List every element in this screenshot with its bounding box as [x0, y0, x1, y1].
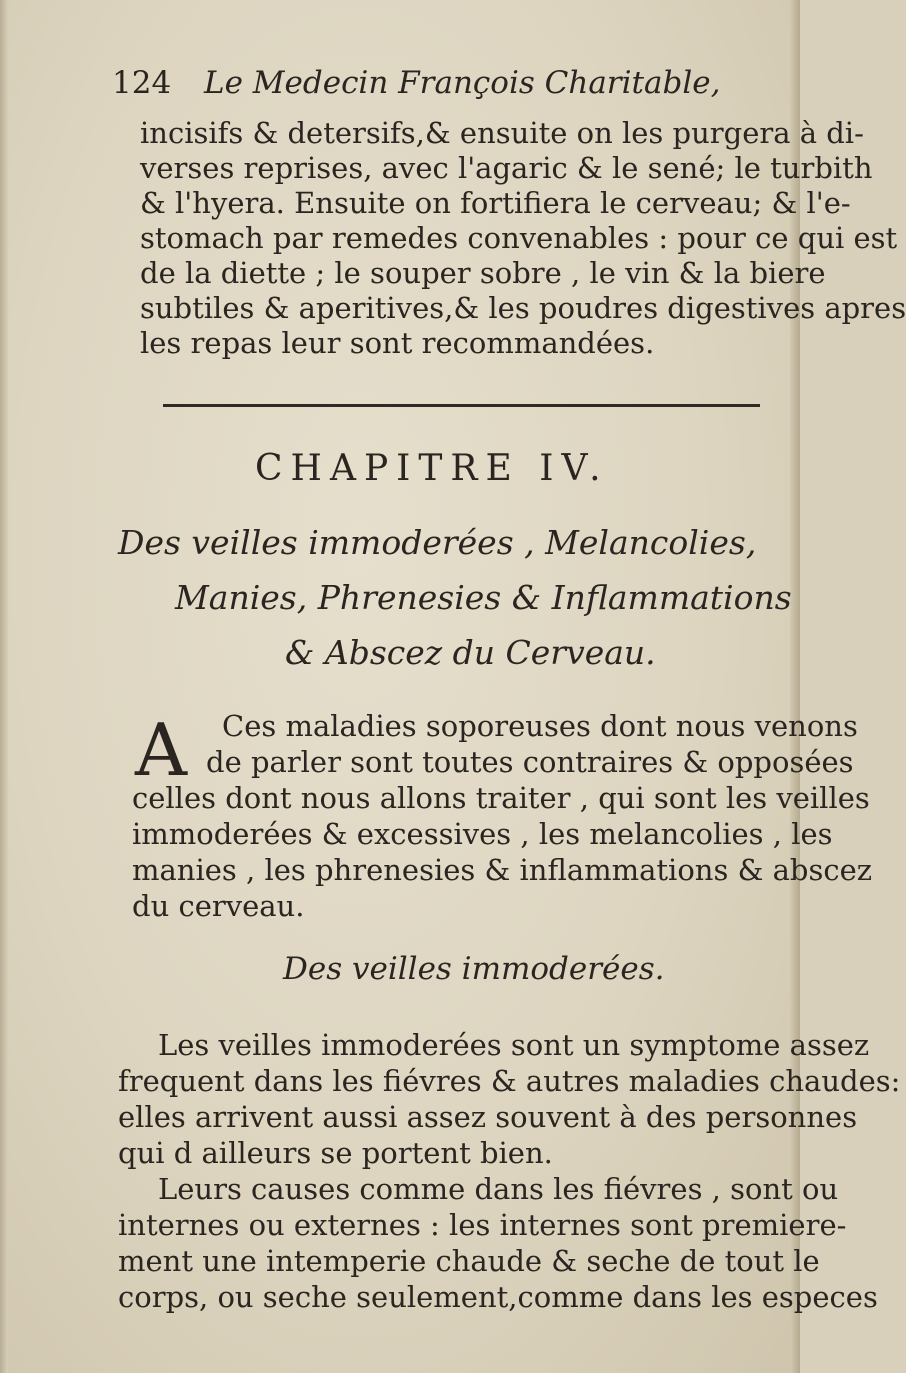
- text-line: qui d ailleurs se portent bien.: [118, 1136, 553, 1170]
- section-title: Des veilles immoderées.: [283, 951, 665, 987]
- chapter-subtitle-line: Manies, Phrenesies & Inflammations: [175, 578, 792, 617]
- text-line: subtiles & aperitives,& les poudres digestives apres: [140, 291, 906, 325]
- text-line: immoderées & excessives , les melancolies , les: [132, 817, 833, 851]
- text-line: Leurs causes comme dans les fiévres , sont ou: [158, 1172, 839, 1206]
- text-line: incisifs & detersifs,& ensuite on les purgera à di-: [140, 116, 864, 150]
- drop-cap: A: [135, 708, 187, 792]
- running-header: [112, 66, 720, 100]
- chapter-subtitle-line: & Abscez du Cerveau.: [285, 633, 656, 672]
- text-line: corps, ou seche seulement,comme dans les especes: [118, 1280, 878, 1314]
- page-number: 124: [112, 65, 172, 101]
- text-line: ment une intemperie chaude & seche de tout le: [118, 1244, 820, 1278]
- text-line: celles dont nous allons traiter , qui sont les veilles: [132, 781, 870, 815]
- text-line: de la diette ; le souper sobre , le vin & la biere: [140, 256, 826, 290]
- text-line: Ces maladies soporeuses dont nous venons: [222, 709, 858, 743]
- text-line: frequent dans les fiévres & autres maladies chaudes:: [118, 1064, 901, 1098]
- chapter-subtitle-line: Des veilles immoderées , Melancolies,: [118, 523, 757, 562]
- chapter-heading: CHAPITRE IV.: [255, 448, 609, 489]
- text-line: stomach par remedes convenables : pour ce qui est: [140, 221, 898, 255]
- text-line: les repas leur sont recommandées.: [140, 326, 655, 360]
- running-title: Le Medecin François Charitable,: [204, 65, 721, 101]
- text-line: verses reprises, avec l'agaric & le sené; le turbith: [140, 151, 873, 185]
- section-divider: [163, 404, 760, 407]
- text-line: internes ou externes : les internes sont premiere-: [118, 1208, 847, 1242]
- text-line: de parler sont toutes contraires & opposées: [206, 745, 854, 779]
- text-line: manies , les phrenesies & inflammations & abscez: [132, 853, 873, 887]
- text-line: du cerveau.: [132, 889, 305, 923]
- page-left-edge: [0, 0, 8, 1373]
- text-line: elles arrivent aussi assez souvent à des personnes: [118, 1100, 858, 1134]
- text-line: Les veilles immoderées sont un symptome assez: [158, 1028, 870, 1062]
- text-line: & l'hyera. Ensuite on fortifiera le cerveau; & l'e-: [140, 186, 851, 220]
